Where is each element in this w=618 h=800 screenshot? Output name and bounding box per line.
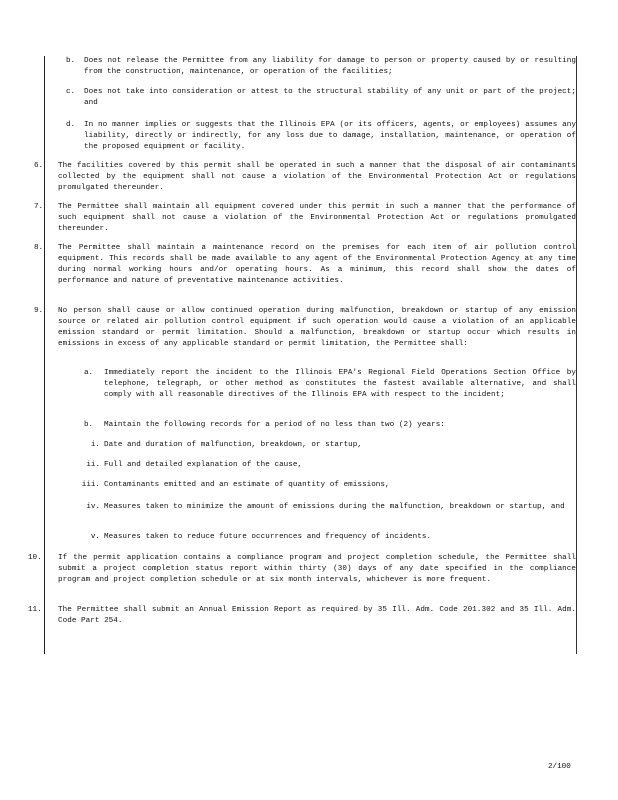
record-iv-label: iv. xyxy=(86,503,100,511)
record-iii-text: Contaminants emitted and an estimate of quantity of emissions, xyxy=(104,481,390,489)
item-c-text: Does not take into consideration or attest to the structural stability of any unit or part of the project; and xyxy=(84,88,576,107)
condition-7-number: 7. xyxy=(34,203,44,211)
record-v-label: v. xyxy=(90,533,100,541)
condition-9a-text: Immediately report the incident to the Illinois EPA's Regional Field Operations Section Office by telephone, telegraph, or other method as constitutes the fastest available alternative, and shall comply with all reasonable directives of the Illinois EPA with respect to the incident; xyxy=(104,369,576,399)
condition-9a-label: a. xyxy=(84,369,94,377)
record-iii-label: iii. xyxy=(81,481,100,489)
item-c-label: c. xyxy=(66,88,76,96)
record-ii-text: Full and detailed explanation of the cause, xyxy=(104,461,303,469)
item-b-text: Does not release the Permittee from any liability for damage to person or property caused by or resulting from the construction, maintenance, or operation of the facilities; xyxy=(84,57,576,76)
page-identifier: 2/100 xyxy=(548,763,571,771)
item-d-text: In no manner implies or suggests that the Illinois EPA (or its officers, agents, or employees) assumes any liability, directly or indirectly, for any loss due to damage, installation, maintenance, or operation of the proposed equipment or facility. xyxy=(84,121,576,151)
record-v-text: Measures taken to reduce future occurrences and frequency of incidents. xyxy=(104,533,432,541)
condition-9b-text: Maintain the following records for a period of no less than two (2) years: xyxy=(104,421,445,429)
record-i-label: i. xyxy=(90,441,100,449)
record-iv-text: Measures taken to minimize the amount of emissions during the malfunction, breakdown or startup, and xyxy=(104,503,565,511)
item-b-label: b. xyxy=(66,57,76,65)
condition-7-text: The Permittee shall maintain all equipment covered under this permit in such a manner that the performance of such equipment shall not cause a violation of the Environmental Protection Act or regulations promulgated thereunder. xyxy=(58,203,576,233)
left-margin-rule xyxy=(44,56,45,654)
item-d-label: d. xyxy=(66,121,76,129)
condition-9-number: 9. xyxy=(34,307,44,315)
record-ii-label: ii. xyxy=(86,461,100,469)
condition-8-text: The Permittee shall maintain a maintenance record on the premises for each item of air pollution control equipment. This records shall be made available to any agent of the Environmental Protection Agency at any time during normal working hours and/or operating hours. As a minimum, this record shall show the dates of performance and nature of preventative maintenance activities. xyxy=(58,244,576,285)
record-i-text: Date and duration of malfunction, breakdown, or startup, xyxy=(104,441,362,449)
condition-11-text: The Permittee shall submit an Annual Emission Report as required by 35 Ill. Adm. Code 201.302 and 35 Ill. Adm. Code Part 254. xyxy=(58,606,576,625)
condition-10-text: If the permit application contains a compliance program and project completion schedule, the Permittee shall submit a project completion status report within thirty (30) days of any date specified in the compliance program and project completion schedule or at six month intervals, whichever is more frequent. xyxy=(58,554,576,584)
condition-9-text: No person shall cause or allow continued operation during malfunction, breakdown or startup of any emission source or related air pollution control equipment if such operation would cause a violation of an applicable emission standard or permit limitation. Should a malfunction, breakdown or startup occur which results in emissions in excess of any applicable standard or permit limitation, the Permittee shall: xyxy=(58,307,576,348)
condition-10-number: 10. xyxy=(28,554,42,562)
condition-6-number: 6. xyxy=(34,162,44,170)
condition-6-text: The facilities covered by this permit shall be operated in such a manner that the disposal of air contaminants collected by the equipment shall not cause a violation of the Environmental Protection Act or regulations promulgated thereunder. xyxy=(58,162,576,192)
condition-11-number: 11. xyxy=(28,606,42,614)
condition-9b-label: b. xyxy=(84,421,94,429)
condition-8-number: 8. xyxy=(34,244,44,252)
right-margin-rule xyxy=(576,56,577,654)
